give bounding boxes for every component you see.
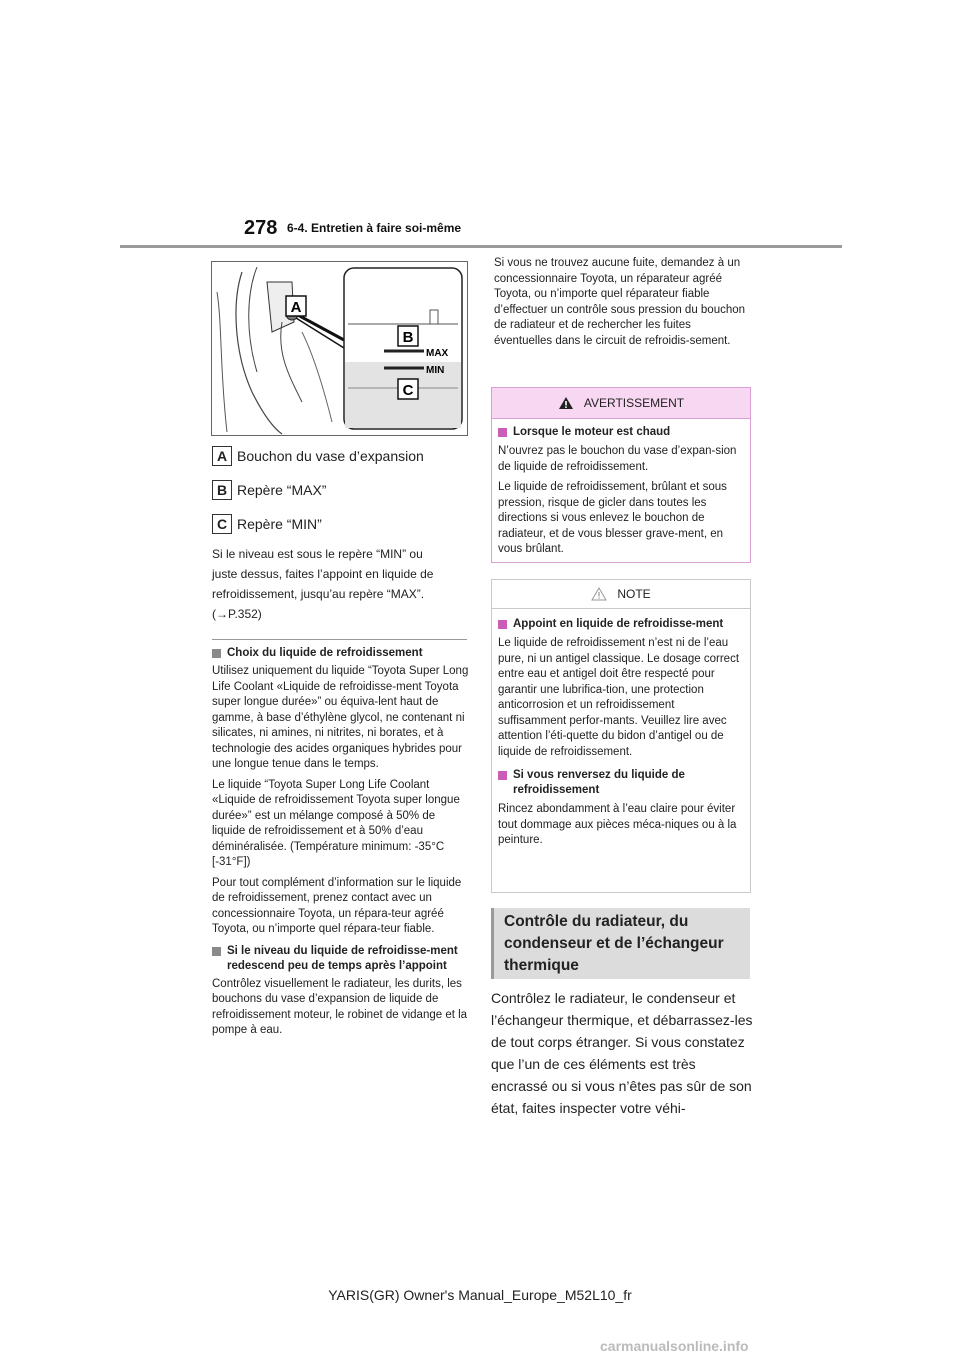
radiator-section-paragraph: Contrôlez le radiateur, le condenseur et l’échangeur thermique, et débarrassez-les de tout corps étranger. Si vous constatez que l’un de ces éléments est très encrassé ou si vous n’êtes pas sûr de son état, faites inspecter votre véhi- [491, 990, 753, 1116]
note-box [491, 579, 751, 893]
callout-c-label: C [402, 382, 414, 399]
footer-manual-id: YARIS(GR) Owner's Manual_Europe_M52L10_fr [328, 1287, 632, 1303]
legend-text: Repère “MIN” [237, 516, 322, 532]
intro-line: refroidissement, jusqu’au repère “MAX”. [212, 587, 425, 601]
section-title: 6-4. Entretien à faire soi-même [287, 221, 462, 235]
legend-letter: B [212, 480, 232, 500]
radiator-section-heading: Contrôle du radiateur, du condenseur et de l’échangeur thermique [491, 908, 750, 979]
legend-letter: A [212, 446, 232, 466]
warning-title: AVERTISSEMENT [583, 396, 685, 410]
intro-line: juste dessus, faites l’appoint en liquide de [212, 567, 434, 581]
drop-paragraph: Contrôlez visuellement le radiateur, les durits, les bouchons du vase d’expansion de liquide de refroidissement moteur, le robinet de vidange et la pompe à eau. [212, 977, 468, 1036]
note-title: NOTE [617, 587, 651, 601]
choice-paragraph-1: Utilisez uniquement du liquide “Toyota Super Long Life Coolant «Liquide de refroidisse-ment Toyota super longue durée»” ou équiva-lent haut de gamme, à base d’éthylène glycol, ne contenant ni silicates, ni amines, ni nitrites, ni borates, et à technologie des acides organiques hybrides pour une longue tenue dans le temps. [212, 665, 469, 770]
site-watermark: carmanualsonline.info [600, 1338, 749, 1354]
callout-b-label: B [402, 329, 414, 346]
bullet-square-icon [212, 947, 221, 956]
legend-item-b [212, 480, 326, 500]
choice-paragraph-2: Le liquide “Toyota Super Long Life Coolant «Liquide de refroidissement Toyota super longue durée»” est un mélange composé à 50% de liquide de refroidissement et à 50% d’eau déminéralisée. (Température minimum: -35°C [-31°F]) [212, 778, 460, 868]
page-number: 278 [244, 217, 278, 239]
bullet-square-icon [498, 771, 507, 780]
header-divider [120, 245, 842, 248]
warning-box [491, 387, 751, 563]
bullet-square-icon [498, 620, 507, 629]
legend-item-c [212, 514, 322, 534]
warning-subheading [498, 425, 744, 440]
warning-body [492, 419, 750, 558]
legend-text: Bouchon du vase d’expansion [237, 448, 424, 464]
coolant-info-column [212, 646, 470, 1044]
callout-a-label: A [290, 299, 302, 316]
legend-text: Repère “MAX” [237, 482, 327, 498]
legend-item-a [212, 446, 424, 466]
warning-header [492, 388, 750, 419]
note-subheading-1 [498, 617, 744, 632]
leak-check-paragraph [494, 256, 750, 354]
choice-paragraph-3: Pour tout complément d’information sur le liquide de refroidissement, prenez contact avec un concessionnaire Toyota, un répara-teur agréé Toyota, ou n’importe quel répara-teur fiable. [212, 876, 462, 935]
top-paragraph: Si vous ne trouvez aucune fuite, demandez à un concessionnaire Toyota, un réparateur agréé Toyota, ou n’importe quel réparateur fiable d’effectuer un contrôle sous pression du bouchon de radiateur et de rechercher les fuites éventuelles dans le circuit de refroidis-sement. [494, 257, 746, 347]
page-reference-link[interactable]: (→P.352) [212, 607, 262, 621]
note-heading-1-text: Appoint en liquide de refroidisse-ment [513, 618, 724, 630]
drop-heading-text: Si le niveau du liquide de refroidisse-ment redescend peu de temps après l’appoint [227, 944, 458, 972]
note-heading-2-text: Si vous renversez du liquide de refroidissement [513, 769, 685, 796]
caution-triangle-icon [591, 587, 607, 601]
legend-letter: C [212, 514, 232, 534]
refill-instructions [212, 544, 472, 624]
warning-paragraph-1: N’ouvrez pas le bouchon du vase d’expan-sion de liquide de refroidissement. [498, 445, 737, 473]
intro-line: Si le niveau est sous le repère “MIN” ou [212, 547, 423, 561]
choice-subheading [212, 646, 470, 661]
max-mark-label: MAX [426, 348, 449, 359]
warning-triangle-icon [558, 396, 574, 410]
section-divider [212, 639, 467, 640]
warning-heading-text: Lorsque le moteur est chaud [513, 426, 671, 438]
note-header [492, 580, 750, 609]
choice-heading-text: Choix du liquide de refroidissement [227, 647, 423, 659]
engine-bay-drawing [212, 262, 467, 435]
warning-paragraph-2: Le liquide de refroidissement, brûlant et sous pression, risque de gicler dans toutes les directions si vous enlevez le bouchon de radiateur, et de vous blesser grave-ment, en vous brûlant. [498, 481, 727, 555]
note-subheading-2 [498, 768, 744, 798]
bullet-square-icon [212, 649, 221, 658]
note-paragraph-1: Le liquide de refroidissement n’est ni de l’eau pure, ni un antigel classique. Le dosage correct entre eau et antigel doit être respecté pour garantir une lubrifica-tion, une protection anticorrosion et un refroidissement suffisamment perfor-mants. Veuillez lire avec attention l’éti-quette du bidon d’antigel ou de liquide de refroidissement. [498, 637, 740, 758]
coolant-reservoir-illustration [211, 261, 468, 436]
note-body [492, 609, 750, 849]
note-paragraph-2: Rincez abondamment à l’eau claire pour éviter tout dommage aux pièces méca-niques ou à la peinture. [498, 803, 737, 846]
bullet-square-icon [498, 428, 507, 437]
min-mark-label: MIN [426, 365, 445, 376]
drop-subheading [212, 944, 470, 974]
